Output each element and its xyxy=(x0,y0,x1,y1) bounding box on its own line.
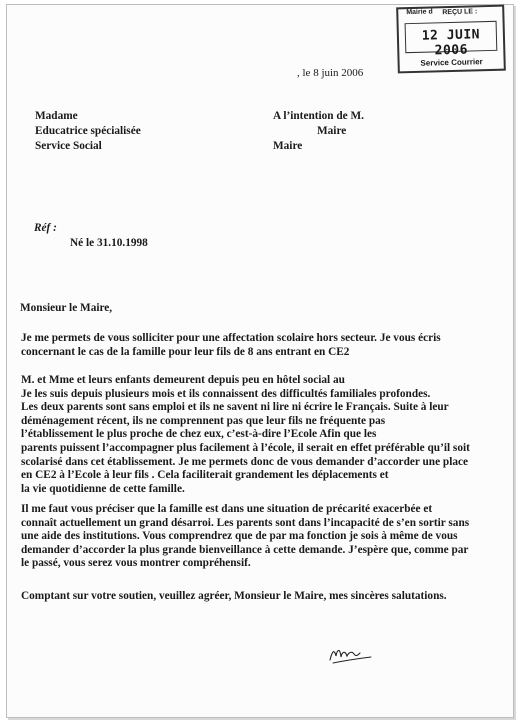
paragraph-line: scolarisé dans cet établissement. Je me permets donc de vous demander d’accorder une place xyxy=(21,455,469,468)
paragraph-line: Je me permets de vous solliciter pour une affectation scolaire hors secteur. Je vous écris xyxy=(21,332,441,344)
sender-block xyxy=(35,109,141,154)
paragraph-line: Il me faut vous préciser que la famille est dans une situation de précarité exacerbée et xyxy=(21,503,433,515)
paragraph-line: parents puissent l’accompagner plus facilement à l’école, il serait en effet préférable qu’il soit xyxy=(21,441,470,454)
paragraph-precarity xyxy=(21,503,486,571)
paragraph-line: M. et Mme et leurs enfants demeurent depuis peu en hôtel social au xyxy=(21,374,345,386)
paragraph-line: concernant le cas de la famille pour leur fils de 8 ans entrant en CE2 xyxy=(21,345,350,358)
stamp-service-label: Service Courrier xyxy=(420,57,483,68)
sender-line: Educatrice spécialisée xyxy=(35,125,141,137)
birth-date-line: Né le 31.10.1998 xyxy=(70,237,148,249)
letter-date: , le 8 juin 2006 xyxy=(297,67,364,79)
paragraph-line: le passé, vous serez vous montrer compréhensif. xyxy=(21,557,251,570)
paragraph-line: connaît actuellement un grand désarroi. Les parents sont dans l’incapacité de s’en sortir sans xyxy=(21,516,470,529)
paragraph-closing xyxy=(21,590,486,604)
recipient-line: Maire xyxy=(273,140,303,152)
sender-line: Service Social xyxy=(35,140,102,152)
reference-label: Réf : xyxy=(34,222,57,234)
received-stamp xyxy=(396,5,506,74)
paragraph-line: en CE2 à l’Ecole à leur fils . Cela faciliterait grandement les déplacements et xyxy=(21,469,389,482)
handwritten-signature xyxy=(327,638,377,666)
paragraph-line: l’établissement le plus proche de chez eux, c’est-à-dire l’Ecole Afin que les xyxy=(21,428,377,441)
stamp-date: 12 JUIN 2006 xyxy=(421,27,481,59)
paragraph-request xyxy=(21,332,486,359)
paragraph-line: Je les suis depuis plusieurs mois et ils connaissent des difficultés familiales profondes. xyxy=(21,387,431,400)
paragraph-situation xyxy=(21,374,486,496)
recipient-line: Maire xyxy=(317,125,347,137)
paragraph-line: Les deux parents sont sans emploi et ils ne savent ni lire ni écrire le Français. Suite à leur xyxy=(21,401,449,414)
stamp-mairie-label: Mairie d xyxy=(406,8,433,17)
recipient-line: A l’intention de M. xyxy=(273,110,365,122)
paragraph-line: Comptant sur votre soutien, veuillez agréer, Monsieur le Maire, mes sincères salutations. xyxy=(21,590,447,602)
greeting: Monsieur le Maire, xyxy=(20,302,113,314)
recipient-block xyxy=(273,109,364,154)
paragraph-line: une aide des institutions. Vous comprendrez que de par ma fonction je sois à même de vous xyxy=(21,530,458,543)
paragraph-line: déménagement récent, ils ne comprennent pas que leur fils ne fréquente pas xyxy=(21,414,386,427)
paragraph-line: la vie quotidienne de cette famille. xyxy=(21,482,185,495)
sender-line: Madame xyxy=(35,110,78,122)
stamp-received-label: REÇU LE : xyxy=(442,8,478,17)
paragraph-line: demander d’accorder la plus grande bienveillance à cette demande. J’espère que, comme par xyxy=(21,543,469,556)
stamp-date-box xyxy=(405,21,498,59)
